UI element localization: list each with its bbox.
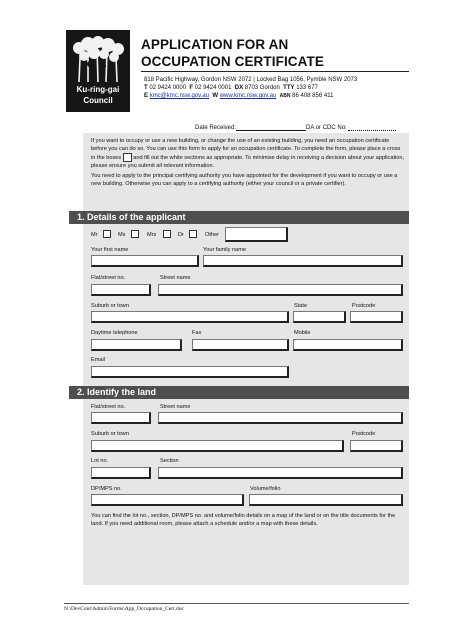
applicant-postcode-input[interactable]	[350, 311, 403, 323]
land-street-input[interactable]	[158, 412, 403, 424]
first-name-label: Your first name	[91, 247, 129, 253]
title-label-other: Other	[205, 232, 219, 238]
land-postcode-label: Postcode	[352, 431, 376, 437]
trees-logo-icon	[70, 36, 126, 84]
applicant-suburb-label: Suburb or town	[91, 303, 129, 309]
da-number-label: DA or CDC No:	[306, 125, 347, 131]
section-input[interactable]	[158, 467, 403, 479]
da-number-field[interactable]	[348, 123, 396, 131]
form-introduction	[91, 138, 405, 192]
title-ms-checkbox[interactable]	[131, 230, 139, 238]
dx-value: 8703 Gordon	[244, 85, 280, 91]
land-suburb-label: Suburb or town	[91, 431, 129, 437]
land-flat-label: Flat/street no.	[91, 404, 126, 410]
council-email-link[interactable]: kmc@kmc.nsw.gov.au	[149, 93, 210, 99]
section-2-heading: 2. Identify the land	[69, 386, 409, 399]
office-use-line	[195, 123, 396, 131]
volume-folio-label: Volume/folio	[250, 486, 281, 492]
title-label-mrs: Mrs	[147, 232, 157, 238]
land-details-note: You can find the lot no., section, DP/MPS no. and volume/folio details on a map of the land or on the title documents for the land. If you need additional room, please attach a schedule and/or a map with these details.	[91, 513, 396, 527]
applicant-suburb-input[interactable]	[91, 311, 289, 323]
daytime-phone-input[interactable]	[91, 339, 182, 351]
logo-text-line1: Ku-ring-gai	[76, 85, 120, 94]
title-label-mr: Mr	[91, 232, 98, 238]
dx-label: DX	[234, 85, 244, 91]
email-field-label: Email	[91, 357, 105, 363]
intro-paragraph-2: You need to apply to the principal certifying authority you have appointed for the development if you want to occupy or use a new building. Otherwise you can apply to a certifying authority (either your council or a private certifier).	[91, 173, 398, 187]
daytime-phone-label: Daytime telephone	[91, 330, 138, 336]
lot-label: Lot no.	[91, 458, 109, 464]
applicant-flat-label: Flat/street no.	[91, 275, 126, 281]
date-received-field[interactable]	[236, 123, 306, 131]
sample-checkbox-icon	[123, 153, 132, 162]
lot-input[interactable]	[91, 467, 151, 479]
abn-value: 86 408 856 411	[292, 93, 334, 99]
family-name-label: Your family name	[203, 247, 247, 253]
title-mrs-checkbox[interactable]	[163, 230, 171, 238]
title-dr-checkbox[interactable]	[189, 230, 197, 238]
mobile-input[interactable]	[293, 339, 403, 351]
email-input[interactable]	[91, 366, 289, 378]
form-title-line2: OCCUPATION CERTIFICATE	[141, 54, 324, 69]
family-name-input[interactable]	[203, 255, 403, 267]
dp-label: DP/MPS no.	[91, 486, 122, 492]
section-label: Section	[160, 458, 179, 464]
first-name-input[interactable]	[91, 255, 199, 267]
council-website-link[interactable]: www.kmc.nsw.gov.au	[219, 93, 277, 99]
date-received-label: Date Received:	[195, 125, 237, 131]
header-divider	[141, 71, 409, 72]
fax-label: F	[189, 85, 194, 91]
applicant-state-input[interactable]	[293, 311, 346, 323]
council-web-line	[144, 92, 414, 100]
intro-text-1b: and fill out the white sections as appropriate. To minimise delay in receiving a decision about your application, please ensure you submit all relevant information.	[91, 155, 405, 169]
council-address: 818 Pacific Highway, Gordon NSW 2072 | Locked Bag 1056, Pymble NSW 2073	[144, 77, 358, 83]
web-label: W	[212, 93, 219, 99]
email-label: E	[144, 93, 149, 99]
document-path-footer: N:\DevCont\Admin\Forms\App_Occupation_Cert.doc	[64, 603, 409, 612]
tty-value: 133 677	[296, 85, 318, 91]
applicant-state-label: State	[294, 303, 308, 309]
intro-paragraph-1	[91, 138, 405, 170]
title-mr-checkbox[interactable]	[103, 230, 111, 238]
land-suburb-input[interactable]	[91, 440, 344, 452]
title-other-input[interactable]	[225, 227, 288, 242]
applicant-postcode-label: Postcode	[352, 303, 376, 309]
fax-input[interactable]	[192, 339, 289, 351]
phone-label: T	[144, 85, 148, 91]
intro-text-1a: If you want to occupy or use a new building, or change the use of an existing building, you need an occupation certificate before you can do so. You can use this form to apply for an occupation certificate. To complete the form, please place a cross in the boxes	[91, 138, 401, 162]
applicant-street-input[interactable]	[158, 284, 403, 296]
dp-input[interactable]	[91, 494, 244, 506]
land-street-label: Street name	[160, 404, 191, 410]
applicant-street-label: Street name	[160, 275, 191, 281]
logo-text-line2: Council	[83, 96, 113, 105]
land-flat-input[interactable]	[91, 412, 151, 424]
title-label-dr: Dr	[178, 232, 184, 238]
section-1-heading: 1. Details of the applicant	[69, 211, 409, 224]
abn-label: ABN	[279, 93, 291, 99]
council-contact-block	[144, 76, 414, 100]
land-postcode-input[interactable]	[350, 440, 403, 452]
fax-field-label: Fax	[192, 330, 202, 336]
tty-label: TTY	[283, 85, 295, 91]
fax-value: 02 9424 0001	[194, 85, 232, 91]
council-phone-line	[144, 84, 414, 92]
applicant-flat-input[interactable]	[91, 284, 151, 296]
title-label-ms: Ms	[118, 232, 126, 238]
volume-folio-input[interactable]	[249, 494, 403, 506]
phone-value: 02 9424 0000	[149, 85, 187, 91]
form-title	[141, 36, 401, 70]
council-logo	[66, 30, 130, 112]
form-title-line1: APPLICATION FOR AN	[141, 37, 289, 52]
mobile-label: Mobile	[294, 330, 311, 336]
